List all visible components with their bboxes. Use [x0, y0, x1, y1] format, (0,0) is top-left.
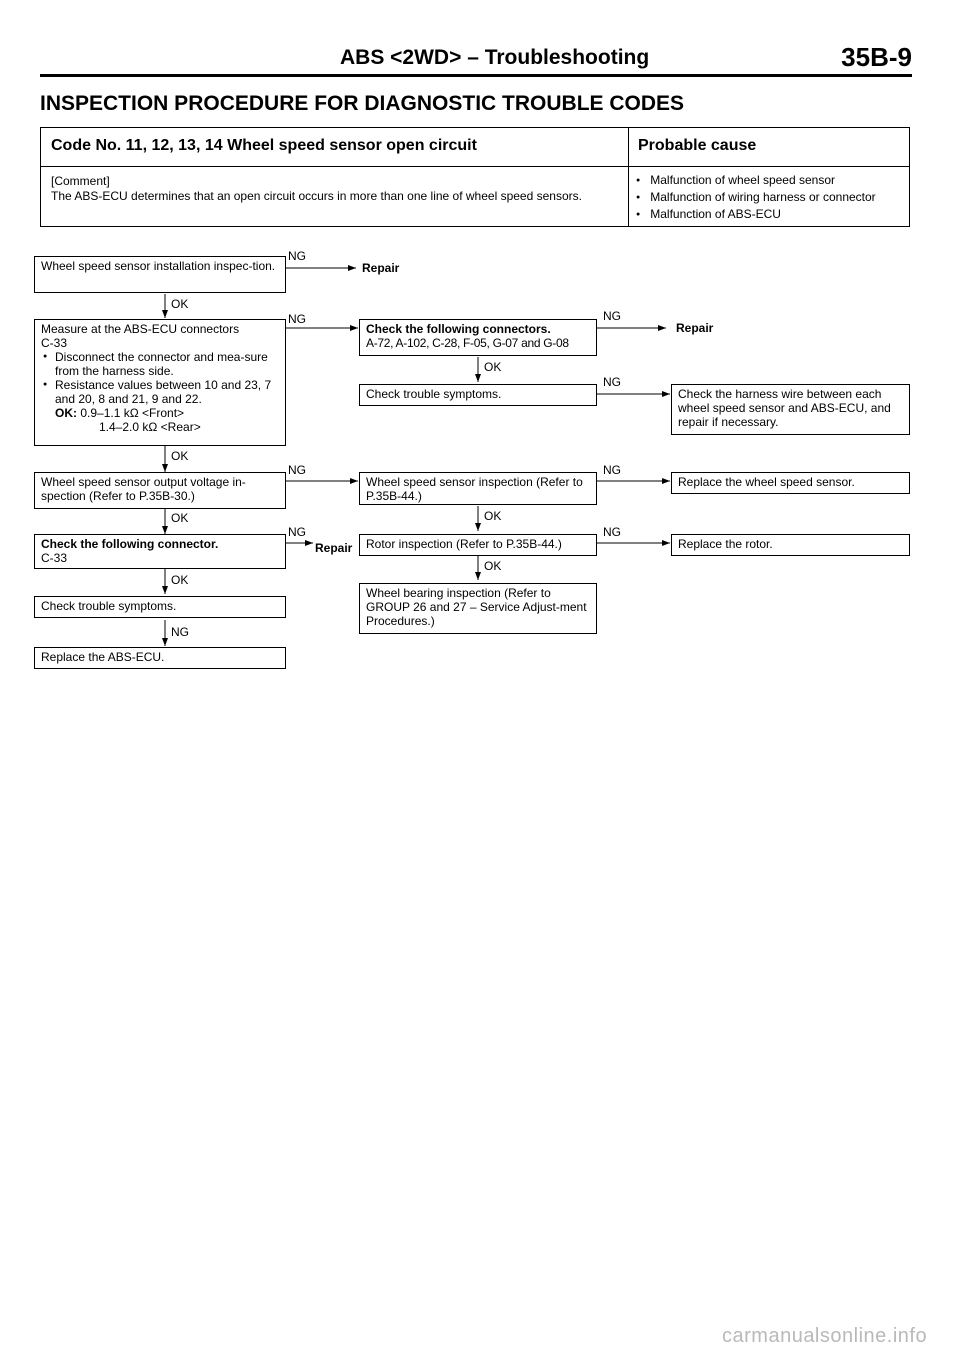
- ng-label: NG: [603, 525, 621, 539]
- box-text: Wheel speed sensor output voltage in-spection (Refer to P.35B-30.): [41, 475, 246, 503]
- box-text: Check trouble symptoms.: [41, 599, 177, 613]
- ok-label: OK: [171, 297, 189, 311]
- wheel-sensor-inspection-box: [359, 472, 597, 505]
- box-text: Wheel bearing inspection (Refer to GROUP 26 and 27 – Service Adjust-ment Procedures.): [366, 586, 587, 628]
- ng-label: NG: [288, 249, 306, 263]
- box-text: Check the harness wire between each wheel speed sensor and ABS-ECU, and repair if necessary.: [678, 387, 891, 429]
- box-text: Wheel speed sensor installation inspec-tion.: [41, 259, 276, 273]
- replace-abs-ecu-box: [34, 647, 286, 669]
- ok-label: OK: [484, 360, 502, 374]
- comment-text: The ABS-ECU determines that an open circuit occurs in more than one line of wheel speed sensors.: [51, 189, 582, 203]
- replace-wheel-sensor-box: [671, 472, 910, 494]
- ok-values: [55, 406, 279, 420]
- probable-cause-header: Probable cause: [638, 137, 757, 154]
- ok-front: 0.9–1.1 kΩ <Front>: [80, 406, 185, 420]
- sensor-installation-inspection-box: [34, 256, 286, 293]
- ecu-connector-measure-box: [34, 319, 286, 446]
- code-header: Code No. 11, 12, 13, 14 Wheel speed sensor open circuit: [51, 137, 477, 154]
- ng-label: NG: [288, 463, 306, 477]
- box-text: Replace the ABS-ECU.: [41, 650, 165, 664]
- ok-label: OK:: [55, 406, 77, 420]
- box-title: Check the following connector.: [41, 537, 219, 551]
- box-text: Check trouble symptoms.: [366, 387, 502, 401]
- measure-steps: [41, 350, 279, 406]
- cause-item: ● Malfunction of wiring harness or connector: [636, 190, 876, 207]
- header-title: ABS <2WD> – Troubleshooting: [340, 46, 650, 69]
- box-text: Replace the wheel speed sensor.: [678, 475, 855, 489]
- section-title: INSPECTION PROCEDURE FOR DIAGNOSTIC TROUBLE CODES: [40, 92, 685, 115]
- wheel-bearing-inspection-box: [359, 583, 597, 634]
- measure-step: ● Disconnect the connector and mea-sure from the harness side.: [41, 350, 279, 378]
- check-harness-wire-box: [671, 384, 910, 435]
- ng-label: NG: [603, 309, 621, 323]
- ng-label: NG: [603, 375, 621, 389]
- cause-item: ● Malfunction of ABS-ECU: [636, 207, 876, 224]
- comment-label: [Comment]: [51, 174, 110, 188]
- repair-label: Repair: [676, 321, 714, 335]
- replace-rotor-box: [671, 534, 910, 556]
- check-trouble-symptoms-middle-box: [359, 384, 597, 406]
- repair-label: Repair: [362, 261, 400, 275]
- ok-label: OK: [171, 449, 189, 463]
- ng-label: NG: [171, 625, 189, 639]
- ng-label: NG: [288, 525, 306, 539]
- repair-label: Repair: [315, 541, 353, 555]
- ng-label: NG: [603, 463, 621, 477]
- ok-label: OK: [171, 511, 189, 525]
- box-subtext: C-33: [41, 336, 68, 350]
- ok-rear: 1.4–2.0 kΩ <Rear>: [99, 420, 201, 434]
- cause-item: ● Malfunction of wheel speed sensor: [636, 173, 876, 190]
- ok-label: OK: [171, 573, 189, 587]
- box-text: Measure at the ABS-ECU connectors: [41, 322, 240, 336]
- box-subtext: C-33: [41, 551, 68, 565]
- check-connectors-box: [359, 319, 597, 356]
- ng-label: NG: [288, 312, 306, 326]
- measure-step: ● Resistance values between 10 and 23, 7 and 20, 8 and 21, 9 and 22.: [41, 378, 279, 406]
- box-text: Rotor inspection (Refer to P.35B-44.): [366, 537, 562, 551]
- check-trouble-symptoms-box: [34, 596, 286, 618]
- box-title: Check the following connectors.: [366, 322, 551, 336]
- box-text: Wheel speed sensor inspection (Refer to P.35B-44.): [366, 475, 583, 503]
- watermark: carmanualsonline.info: [722, 1325, 928, 1347]
- output-voltage-inspection-box: [34, 472, 286, 509]
- box-text: Replace the rotor.: [678, 537, 773, 551]
- box-subtext: A-72, A-102, C-28, F-05, G-07 and G-08: [366, 336, 569, 350]
- check-connector-c33-box: [34, 534, 286, 569]
- rotor-inspection-box: [359, 534, 597, 556]
- ok-label: OK: [484, 509, 502, 523]
- page-number: 35B-9: [841, 42, 912, 72]
- ok-label: OK: [484, 559, 502, 573]
